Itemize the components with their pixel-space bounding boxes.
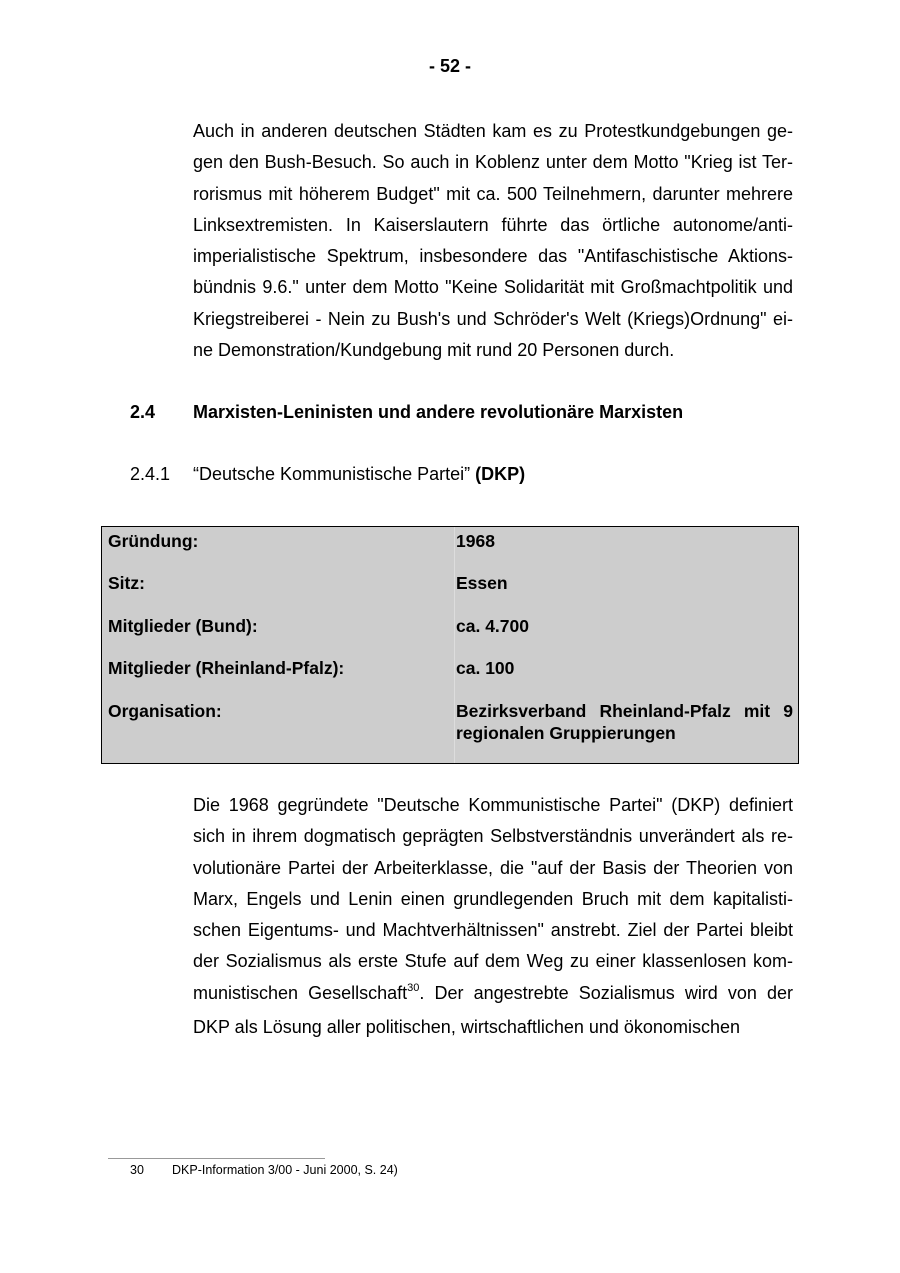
- text-line: bündnis 9.6." unter dem Motto "Keine Solidarität mit Großmachtpolitik und: [193, 277, 793, 298]
- fact-value-line: regionalen Gruppierungen: [456, 723, 676, 743]
- text-line: imperialistische Spektrum, insbesondere das "Antifaschistische Aktions-: [193, 246, 793, 267]
- text-line: [193, 978, 793, 1012]
- section-2-4-number: 2.4: [130, 402, 156, 422]
- text-line: sich in ihrem dogmatisch geprägten Selbstverständnis unverändert als re-: [193, 826, 793, 847]
- fact-value-line: Bezirksverband Rheinland-Pfalz mit 9: [456, 701, 793, 721]
- text-line: rorismus mit höherem Budget" mit ca. 500 Teilnehmern, darunter mehrere: [193, 183, 793, 204]
- fact-value-line: ca. 100: [456, 658, 515, 678]
- fact-label-members-federal: Mitglieder (Bund):: [108, 616, 258, 636]
- text-fragment: munistischen Gesellschaft: [193, 982, 408, 1003]
- section-2-4-1-number: 2.4.1: [130, 464, 171, 484]
- text-line: Auch in anderen deutschen Städten kam es zu Protestkundgebungen ge-: [193, 121, 793, 141]
- fact-value-organisation: [456, 700, 793, 744]
- fact-value-line: Essen: [456, 573, 508, 593]
- fact-value-founding: [456, 530, 793, 552]
- paragraph-protests: [193, 116, 793, 366]
- text-line: gen den Bush-Besuch. So auch in Koblenz unter dem Motto "Krieg ist Ter-: [193, 152, 793, 173]
- footnote-number: 30: [130, 1163, 144, 1177]
- dkp-fact-box: [101, 526, 799, 764]
- fact-label-founding: Gründung:: [108, 531, 199, 551]
- text-line: Die 1968 gegründete "Deutsche Kommunistische Partei" (DKP) definiert: [193, 795, 793, 815]
- text-fragment: . Der angestrebte Sozialismus wird von der: [419, 982, 794, 1003]
- fact-value-members-rlp: [456, 657, 793, 679]
- section-2-4-1-title: [193, 463, 525, 485]
- text-line: volutionäre Partei der Arbeiterklasse, die "auf der Basis der Theorien von: [193, 857, 793, 878]
- text-line: Kriegstreiberei - Nein zu Bush's und Schröder's Welt (Kriegs)Ordnung" ei-: [193, 308, 793, 329]
- text-line: Linksextremisten. In Kaiserslautern führte das örtliche autonome/anti-: [193, 214, 793, 235]
- fact-label-organisation: Organisation:: [108, 701, 222, 721]
- fact-label-members-rlp: Mitglieder (Rheinland-Pfalz):: [108, 658, 345, 678]
- fact-label-seat: Sitz:: [108, 573, 145, 593]
- footnote-separator: [108, 1158, 325, 1159]
- fact-box-divider: [454, 527, 455, 763]
- paragraph-dkp-description: [193, 790, 793, 1043]
- text-line: schen Eigentums- und Machtverhältnissen" anstrebt. Ziel der Partei bleibt: [193, 920, 793, 941]
- fact-value-line: 1968: [456, 531, 495, 551]
- section-2-4-title: Marxisten-Leninisten und andere revolutionäre Marxisten: [193, 402, 684, 422]
- text-line: Marx, Engels und Lenin einen grundlegenden Bruch mit dem kapitalisti-: [193, 888, 793, 909]
- page-number: - 52 -: [428, 56, 471, 76]
- fact-value-members-federal: [456, 615, 793, 637]
- text-line: DKP als Lösung aller politischen, wirtschaftlichen und ökonomischen: [193, 1017, 740, 1038]
- footnote-reference[interactable]: 30: [407, 981, 420, 994]
- text-line: der Sozialismus als erste Stufe auf dem Weg zu einer klassenlosen kom-: [193, 951, 793, 972]
- section-2-4-1-title-text: “Deutsche Kommunistische Partei”: [193, 464, 471, 484]
- fact-value-seat: [456, 572, 793, 594]
- text-line: ne Demonstration/Kundgebung mit rund 20 Personen durch.: [193, 340, 675, 361]
- fact-value-line: ca. 4.700: [456, 616, 529, 636]
- section-2-4-1-abbrev: (DKP): [475, 464, 526, 484]
- footnote-text: DKP-Information 3/00 - Juni 2000, S. 24): [172, 1163, 398, 1177]
